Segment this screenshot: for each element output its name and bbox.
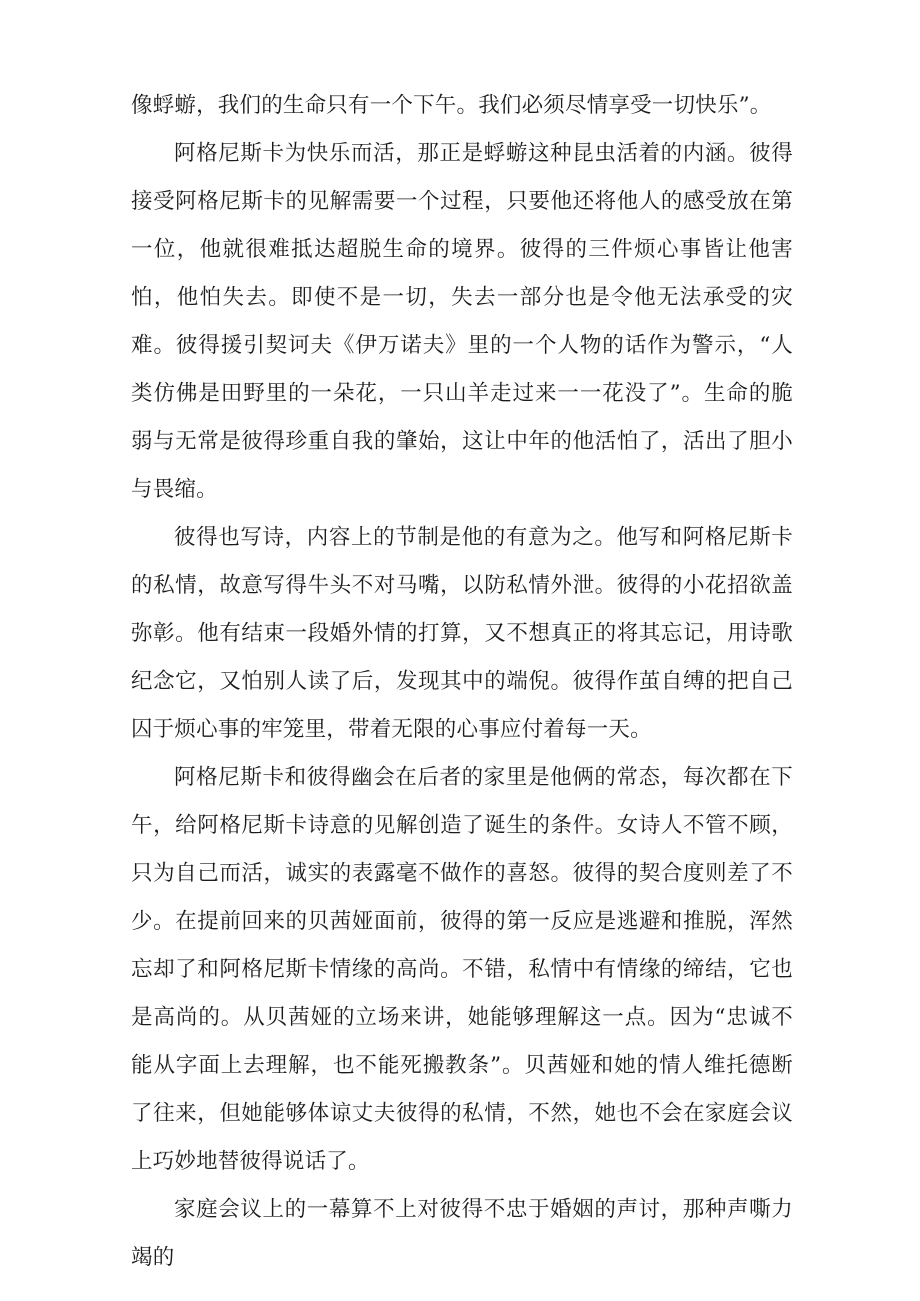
paragraph-4: 阿格尼斯卡和彼得幽会在后者的家里是他俩的常态，每次都在下午，给阿格尼斯卡诗意的见解创造了诞生的条件。女诗人不管不顾，只为自己而活，诚实的表露毫不做作的喜怒。彼得的契合度则差了不少。在提前回来的贝茜娅面前，彼得的第一反应是逃避和推脱，浑然忘却了和阿格尼斯卡情缘的高尚。不错，私情中有情缘的缔结，它也是高尚的。从贝茜娅的立场来讲，她能够理解这一点。因为“忠诚不能从字面上去理解，也不能死搬教条”。贝茜娅和她的情人维托德断了往来，但她能够体谅丈夫彼得的私情，不然，她也不会在家庭会议上巧妙地替彼得说话了。 xyxy=(131,765,793,1174)
paragraph-1: 像蜉蝣，我们的生命只有一个下午。我们必须尽情享受一切快乐”。 xyxy=(131,93,772,118)
paragraph-2: 阿格尼斯卡为快乐而活，那正是蜉蝣这种昆虫活着的内涵。彼得接受阿格尼斯卡的见解需要一个过程，只要他还将他人的感受放在第一位，他就很难抵达超脱生命的境界。彼得的三件烦心事皆让他害怕，他怕失去。即使不是一切，失去一部分也是令他无法承受的灾难。彼得援引契诃夫《伊万诺夫》里的一个人物的话作为警示，“人类仿佛是田野里的一朵花，一只山羊走过来一一花没了”。生命的脆弱与无常是彼得珍重自我的肇始，这让中年的他活怕了，活出了胆小与畏缩。 xyxy=(131,141,793,502)
paragraph-3: 彼得也写诗，内容上的节制是他的有意为之。他写和阿格尼斯卡的私情，故意写得牛头不对马嘴，以防私情外泄。彼得的小花招欲盖弥彰。他有结束一段婚外情的打算，又不想真正的将其忘记，用诗歌纪念它，又怕别人读了后，发现其中的端倪。彼得作茧自缚的把自己囚于烦心事的牢笼里，带着无限的心事应付着每一天。 xyxy=(131,525,793,742)
paragraph-5: 家庭会议上的一幕算不上对彼得不忠于婚姻的声讨，那种声嘶力竭的 xyxy=(131,1197,793,1270)
page-text-body xyxy=(131,82,793,1282)
